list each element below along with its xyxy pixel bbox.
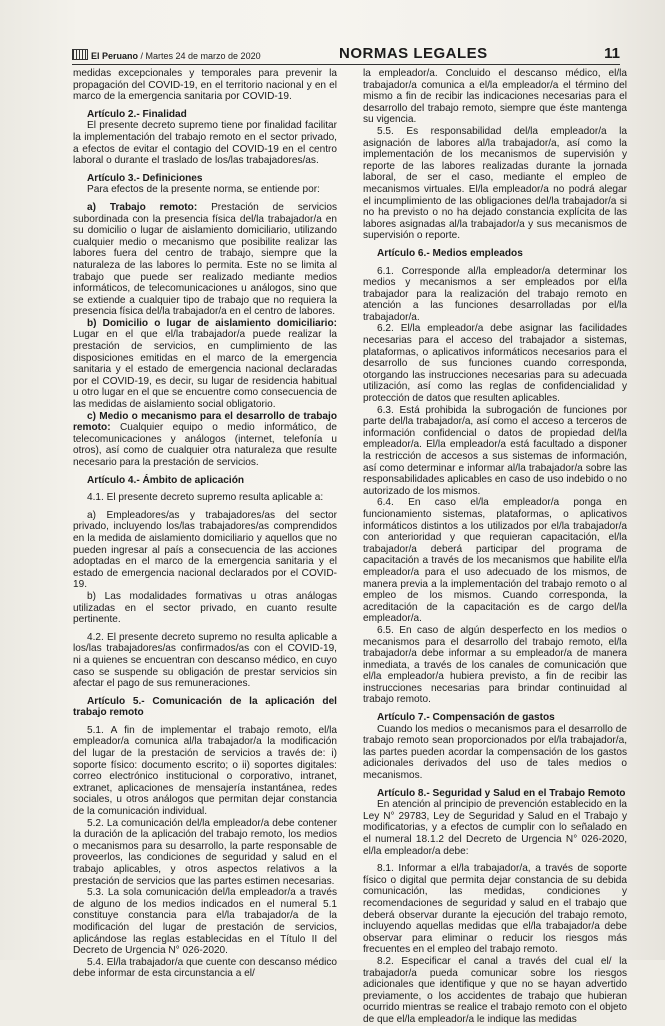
definition-b [73, 318, 337, 411]
paragraph: 4.1. El presente decreto supremo resulta aplicable a: [87, 492, 324, 504]
paragraph: medidas excepcionales y temporales para prevenir la propagación del COVID-19, en el territorio nacional y en el marco de la emergencia sanitaria por COVID-19. [73, 68, 337, 103]
peru-emblem-icon [72, 49, 88, 60]
definition-c [73, 411, 337, 469]
paragraph: 6.3. Está prohibida la subrogación de funciones por parte del/la trabajador/a, así como el acceso a terceros de información confidencial o datos de propiedad del/la empleador/a. El/la empleador/a está facultado a disponer la restricción de accesos a sus sistemas de información, así como determinar e informar al/la trabajador/a sobre las responsabilidades aplicables en caso de uso indebido o no autorizado de los mismos. [363, 404, 627, 497]
publication-date: / Martes 24 de marzo de 2020 [138, 51, 261, 61]
article-4-heading: Artículo 4.- Ámbito de aplicación [87, 474, 245, 486]
paragraph: El presente decreto supremo tiene por finalidad facilitar la implementación del trabajo remoto en el sector privado, a efectos de evitar el contagio del COVID-19 en el centro laboral o durante el traslado de los/las trabajadores/as. [73, 120, 337, 167]
article-8-heading: Artículo 8.- Seguridad y Salud en el Trabajo Remoto [377, 787, 626, 799]
paragraph: 6.4. En caso el/la empleador/a ponga en funcionamiento sistemas, plataformas, o aplicativos informáticos distintos a los utilizados por el/la trabajador/a con anterioridad y que requieran capacitación, el/la trabajador/a deberá participar del programa de capacitación a través de los mecanismos que habilite el/la empleador/a para el uso adecuado de los mismos, de manera previa a la implementación del trabajo remoto o al empleo de los mismos. Cuando corresponda, la acreditación de la capacitación es de cargo del/la empleador/a. [363, 497, 627, 625]
right-column [363, 68, 627, 1025]
paragraph: 8.1. Informar a el/la trabajador/a, a través de soporte físico o digital que permita dejar constancia de su debida comunicación, las medidas, condiciones y recomendaciones de seguridad y salud en el trabajo que deberá observar durante la ejecución del trabajo remoto, incluyendo aquellas medidas que el/la trabajador/a debe observar para eliminar o reducir los riesgos más frecuentes en el empleo del trabajo remoto. [363, 863, 627, 956]
definition-term: a) Trabajo remoto: [87, 201, 198, 213]
publication-name: El Peruano [91, 51, 139, 61]
paragraph: 6.1. Corresponde al/la empleador/a determinar los medios y mecanismos a ser empleados por el/la trabajador para la realización del trabajo remoto en atención a las funciones desarrolladas por el/la trabajador/a. [363, 265, 627, 323]
paragraph: 5.4. El/la trabajador/a que cuente con descanso médico debe informar de esta circunstancia a el/ [73, 956, 337, 980]
paragraph: 8.2. Especificar el canal a través del cual el/ la trabajador/a pueda comunicar sobre los riesgos adicionales que identifique y que no se hayan advertido previamente, o los accidentes de trabajo que hubieran ocurrido mientras se realice el trabajo remoto con el objeto de que el/la empleador/a le indique las medidas [363, 955, 627, 1025]
article-6-heading: Artículo 6.- Medios empleados [377, 247, 523, 259]
definition-text: Cualquier equipo o medio informático, de telecomunicaciones y análogos (internet, telefonía u otros), así como de cualquier otra naturaleza que resulte necesario para la prestación de servicios. [73, 422, 337, 468]
paragraph: 6.2. El/la empleador/a debe asignar las facilidades necesarias para el acceso del trabajador a sistemas, plataformas, o aplicativos informáticos necesarios para el desarrollo de sus funciones cuando corresponda, otorgando las instrucciones necesarias para su adecuada utilización, así como las reglas de confidencialidad y protección de datos que resulten aplicables. [363, 323, 627, 405]
paragraph: 5.1. A fin de implementar el trabajo remoto, el/la empleador/a comunica al/la trabajador/a la modificación del lugar de la prestación de servicios a través de: i) soporte físico: documento escrito; o ii) soportes digitales: correo electrónico institucional o corporativo, intranet, extranet, aplicaciones de mensajería instantánea, redes sociales, u otros análogos que permitan dejar constancia de la comunicación individual. [73, 724, 337, 818]
article-3-heading: Artículo 3.- Definiciones [87, 172, 203, 184]
paragraph: 5.3. La sola comunicación del/la empleador/a a través de alguno de los medios indicados en el numeral 5.1 constituye constancia para el/la trabajador/a de la modificación del lugar de prestación de servicios, aplicándose las reglas establecidas en el Título II del Decreto de Urgencia N° 026-2020. [73, 887, 337, 957]
paragraph: la empleador/a. Concluido el descanso médico, el/la trabajador/a comunica a el/la empleador/a el término del mismo a fin de recibir las indicaciones necesarias para el desarrollo del trabajo remoto, siempre que éste mantenga su vigencia. [363, 68, 627, 126]
definition-text: Prestación de servicios subordinada con la presencia física del/la trabajador/a en su domicilio o lugar de aislamiento domiciliario, utilizando cualquier medio o mecanismo que posibilite realizar las labores fuera del centro de trabajo, siempre que la naturaleza de las labores lo permita. Este no se limita al trabajo que puede ser realizado mediante medios informáticos, de telecomunicaciones u análogos, sino que se extiende a cualquier tipo de trabajo que no requiera la presencia física del/la trabajador/a en el centro de labores. [73, 201, 337, 318]
publication-info [72, 49, 261, 61]
page-header [72, 44, 620, 65]
paragraph: a) Empleadores/as y trabajadores/as del sector privado, incluyendo los/las trabajadores/as comprendidos en la medida de aislamiento domiciliario y aquellos que no pueden ingresar al país a consecuencia de las acciones adoptadas en el marco de la emergencia sanitaria y el estado de emergencia nacional declarados por el COVID-19. [73, 509, 337, 591]
article-2-heading: Artículo 2.- Finalidad [87, 108, 187, 120]
article-7-heading: Artículo 7.- Compensación de gastos [377, 712, 555, 724]
page-number: 11 [604, 45, 620, 62]
definition-term: b) Domicilio o lugar de aislamiento domiciliario: [87, 317, 337, 329]
paragraph: b) Las modalidades formativas u otras análogas utilizadas en el sector privado, en cuanto resulte pertinente. [73, 590, 337, 626]
paragraph: En atención al principio de prevención establecido en la Ley N° 29783, Ley de Seguridad y Salud en el Trabajo y modificatorias, y a efectos de cumplir con lo señalado en el numeral 18.1.2 del Decreto de Urgencia N° 026-2020, el/la empleador/a debe: [363, 799, 627, 857]
definition-a [73, 202, 337, 318]
left-column [73, 68, 337, 980]
paragraph: Para efectos de la presente norma, se entiende por: [87, 184, 320, 196]
paragraph: 5.2. La comunicación del/la empleador/a debe contener la duración de la aplicación del trabajo remoto, los medios o mecanismos para su desarrollo, la parte responsable de proveerlos, las condiciones de seguridad y salud en el trabajo aplicables, y otros aspectos relativos a la prestación de servicios que las partes estimen necesarias. [73, 817, 337, 887]
paragraph: 4.2. El presente decreto supremo no resulta aplicable a los/las trabajadores/as confirmados/as con el COVID-19, ni a quienes se encuentran con descanso médico, en cuyo caso se suspende su obligación de prestar servicios sin afectar el pago de sus remuneraciones. [73, 631, 337, 690]
definition-text: Lugar en el que el/la trabajador/a puede realizar la prestación de servicios, en cumplimiento de las disposiciones emitidas en el marco de la emergencia sanitaria y el estado de emergencia nacional declaradas por el COVID-19, es decir, su lugar de residencia habitual u otro lugar en el que se encuentre como consecuencia de las medidas de aislamiento social obligatorio. [73, 329, 337, 411]
paragraph: 5.5. Es responsabilidad del/la empleador/a la asignación de labores al/la trabajador/a, así como la implementación de los mecanismos de supervisión y reporte de las labores realizadas durante la jornada laboral, de ser el caso, mediante el empleo de mecanismos virtuales. El/la empleador/a no podrá alegar el incumplimiento de las obligaciones del/la trabajador/a si no ha previsto o no ha dejado constancia explícita de las labores asignadas al/la trabajador/a y sus mecanismos de supervisión o reporte. [363, 125, 627, 242]
paragraph: Cuando los medios o mecanismos para el desarrollo de trabajo remoto sean proporcionados por el/la trabajador/a, las partes pueden acordar la compensación de los gastos adicionales derivados del uso de tales medios o mecanismos. [363, 723, 627, 782]
article-5-heading: Artículo 5.- Comunicación de la aplicación del trabajo remoto [73, 695, 337, 719]
section-title: NORMAS LEGALES [339, 45, 488, 62]
paragraph: 6.5. En caso de algún desperfecto en los medios o mecanismos para el desarrollo del trabajo remoto, el/la trabajador/a debe informar a su empleador/a de manera inmediata, a través de los canales de comunicación que el/la empleador/a hubiera previsto, a fin de recibir las instrucciones necesarias para brindar continuidad al trabajo remoto. [363, 624, 627, 706]
definition-term: c) Medio o mecanismo para el desarrollo de trabajo remoto: [73, 410, 337, 434]
